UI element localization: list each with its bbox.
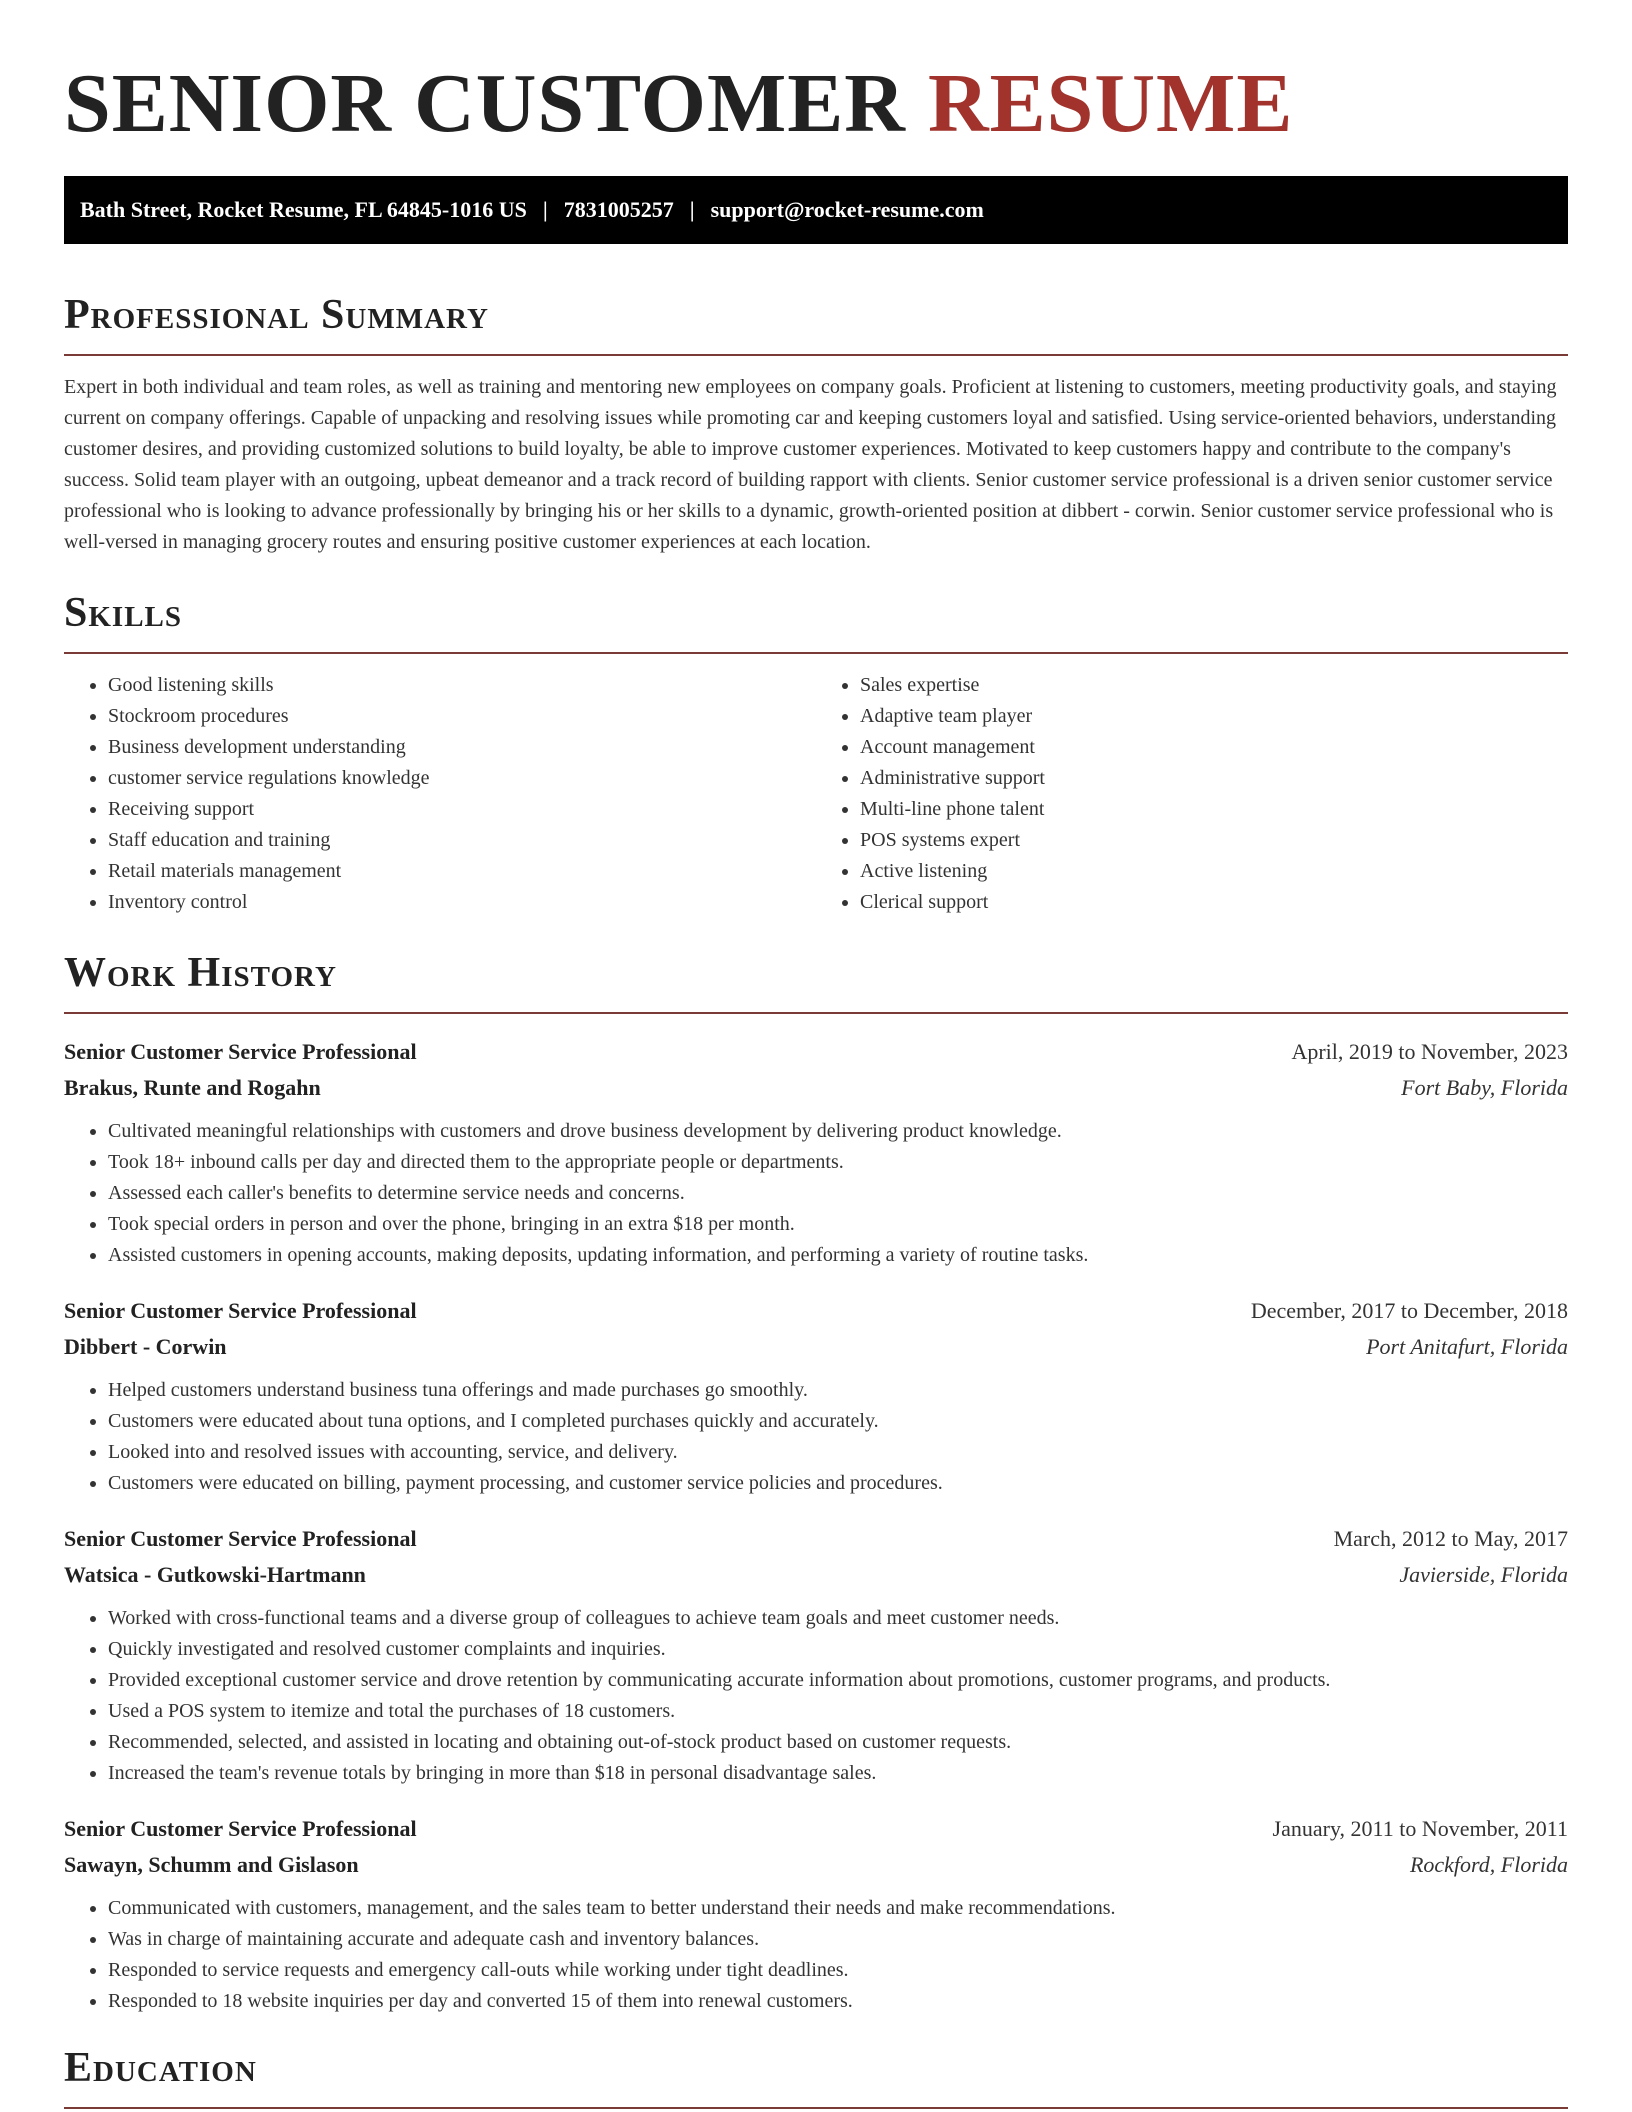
job-location: Port Anitafurt, Florida — [1366, 1334, 1568, 1359]
job-entry — [64, 1521, 1568, 1789]
contact-address: Bath Street, Rocket Resume, FL 64845-1016 US — [80, 197, 527, 222]
contact-separator: | — [542, 197, 548, 222]
job-bullet: • Helped customers understand business tuna offerings and made purchases go smoothly. — [108, 1375, 1568, 1406]
skill-item: • Stockroom procedures — [108, 701, 816, 732]
job-bullet-list — [64, 1603, 1568, 1789]
job-location: Rockford, Florida — [1409, 1852, 1568, 1877]
contact-separator: | — [689, 197, 695, 222]
job-bullet: • Looked into and resolved issues with accounting, service, and delivery. — [108, 1437, 1568, 1468]
skill-item: • Multi-line phone talent — [860, 794, 1568, 825]
section-title-summary: Professional Summary — [64, 290, 1568, 356]
job-bullet: • Recommended, selected, and assisted in locating and obtaining out-of-stock product based on customer requests. — [108, 1727, 1568, 1758]
job-dates: January, 2011 to November, 2011 — [1272, 1816, 1568, 1841]
skill-item: • customer service regulations knowledge — [108, 763, 816, 794]
resume-name — [64, 56, 1568, 152]
job-company: Sawayn, Schumm and Gislason — [64, 1852, 359, 1877]
job-bullet-list — [64, 1893, 1568, 2017]
job-bullet: • Assessed each caller's benefits to determine service needs and concerns. — [108, 1178, 1568, 1209]
job-location: Javierside, Florida — [1399, 1562, 1568, 1587]
skill-item: • Retail materials management — [108, 856, 816, 887]
work-history-list — [64, 1034, 1568, 2017]
job-bullet-list — [64, 1375, 1568, 1499]
skill-item: • Active listening — [860, 856, 1568, 887]
job-company-row — [64, 1847, 1568, 1883]
skill-item: • Clerical support — [860, 887, 1568, 918]
skill-item: • Administrative support — [860, 763, 1568, 794]
job-bullet: • Increased the team's revenue totals by bringing in more than $18 in personal disadvantage sales. — [108, 1758, 1568, 1789]
job-bullet: • Customers were educated about tuna options, and I completed purchases quickly and accurately. — [108, 1406, 1568, 1437]
job-header-row — [64, 1293, 1568, 1329]
job-company: Brakus, Runte and Rogahn — [64, 1075, 321, 1100]
job-company: Dibbert - Corwin — [64, 1334, 227, 1359]
skill-item: • Receiving support — [108, 794, 816, 825]
job-header-row — [64, 1811, 1568, 1847]
job-bullet-list — [64, 1116, 1568, 1271]
job-dates: December, 2017 to December, 2018 — [1250, 1298, 1568, 1323]
section-title-skills: Skills — [64, 588, 1568, 654]
skill-item: • Account management — [860, 732, 1568, 763]
job-bullet: • Took special orders in person and over the phone, bringing in an extra $18 per month. — [108, 1209, 1568, 1240]
job-dates: March, 2012 to May, 2017 — [1333, 1526, 1568, 1551]
job-title: Senior Customer Service Professional — [64, 1526, 417, 1551]
skill-item: • Inventory control — [108, 887, 816, 918]
skill-item: • Sales expertise — [860, 670, 1568, 701]
skill-item: • POS systems expert — [860, 825, 1568, 856]
summary-text: Expert in both individual and team roles, as well as training and mentoring new employees on company goals. Proficient at listening to customers, meeting productivity goals, and staying current on company offerings. Capable of unpacking and resolving issues while promoting car and keeping customers loyal and satisfied. Using service-oriented behaviors, understanding customer desires, and providing customized solutions to build loyalty, be able to improve customer experiences. Motivated to keep customers happy and contribute to the company's success. Solid team player with an outgoing, upbeat demeanor and a track record of building rapport with clients. Senior customer service professional is a driven senior customer service professional who is looking to advance professionally by bringing his or her skills to a dynamic, growth-oriented position at dibbert - corwin. Senior customer service professional who is well-versed in managing grocery routes and ensuring positive customer experiences at each location. — [64, 376, 1557, 553]
skills-right-column — [816, 670, 1568, 918]
job-header-row — [64, 1521, 1568, 1557]
job-location: Fort Baby, Florida — [1401, 1075, 1568, 1100]
contact-phone: 7831005257 — [563, 197, 674, 222]
job-bullet: • Used a POS system to itemize and total the purchases of 18 customers. — [108, 1696, 1568, 1727]
job-bullet: • Responded to 18 website inquiries per day and converted 15 of them into renewal customers. — [108, 1986, 1568, 2017]
job-title: Senior Customer Service Professional — [64, 1816, 417, 1841]
skill-item: • Staff education and training — [108, 825, 816, 856]
job-dates: April, 2019 to November, 2023 — [1291, 1039, 1568, 1064]
contact-email: support@rocket-resume.com — [710, 197, 984, 222]
job-entry — [64, 1811, 1568, 2017]
job-bullet: • Was in charge of maintaining accurate and adequate cash and inventory balances. — [108, 1924, 1568, 1955]
job-bullet: • Cultivated meaningful relationships with customers and drove business development by delivering product knowledge. — [108, 1116, 1568, 1147]
job-company-row — [64, 1557, 1568, 1593]
job-bullet: • Assisted customers in opening accounts, making deposits, updating information, and performing a variety of routine tasks. — [108, 1240, 1568, 1271]
job-bullet: • Customers were educated on billing, payment processing, and customer service policies and procedures. — [108, 1468, 1568, 1499]
job-bullet: • Provided exceptional customer service and drove retention by communicating accurate information about promotions, customer programs, and products. — [108, 1665, 1568, 1696]
job-entry — [64, 1034, 1568, 1271]
job-entry — [64, 1293, 1568, 1499]
job-header-row — [64, 1034, 1568, 1070]
skill-item: • Business development understanding — [108, 732, 816, 763]
job-company-row — [64, 1329, 1568, 1365]
job-title: Senior Customer Service Professional — [64, 1298, 417, 1323]
skills-left-column — [64, 670, 816, 918]
name-accent: RESUME — [927, 57, 1294, 150]
skill-item: • Adaptive team player — [860, 701, 1568, 732]
job-bullet: • Responded to service requests and emergency call-outs while working under tight deadlines. — [108, 1955, 1568, 1986]
job-bullet: • Took 18+ inbound calls per day and directed them to the appropriate people or departments. — [108, 1147, 1568, 1178]
skills-grid — [64, 670, 1568, 918]
job-bullet: • Worked with cross-functional teams and a diverse group of colleagues to achieve team goals and meet customer needs. — [108, 1603, 1568, 1634]
job-title: Senior Customer Service Professional — [64, 1039, 417, 1064]
job-bullet: • Communicated with customers, management, and the sales team to better understand their needs and make recommendations. — [108, 1893, 1568, 1924]
section-title-education: Education — [64, 2043, 1568, 2109]
job-company-row — [64, 1070, 1568, 1106]
contact-bar — [64, 176, 1568, 244]
name-main: SENIOR CUSTOMER — [64, 57, 906, 150]
job-company: Watsica - Gutkowski-Hartmann — [64, 1562, 366, 1587]
section-title-work-history: Work History — [64, 948, 1568, 1014]
skill-item: • Good listening skills — [108, 670, 816, 701]
job-bullet: • Quickly investigated and resolved customer complaints and inquiries. — [108, 1634, 1568, 1665]
